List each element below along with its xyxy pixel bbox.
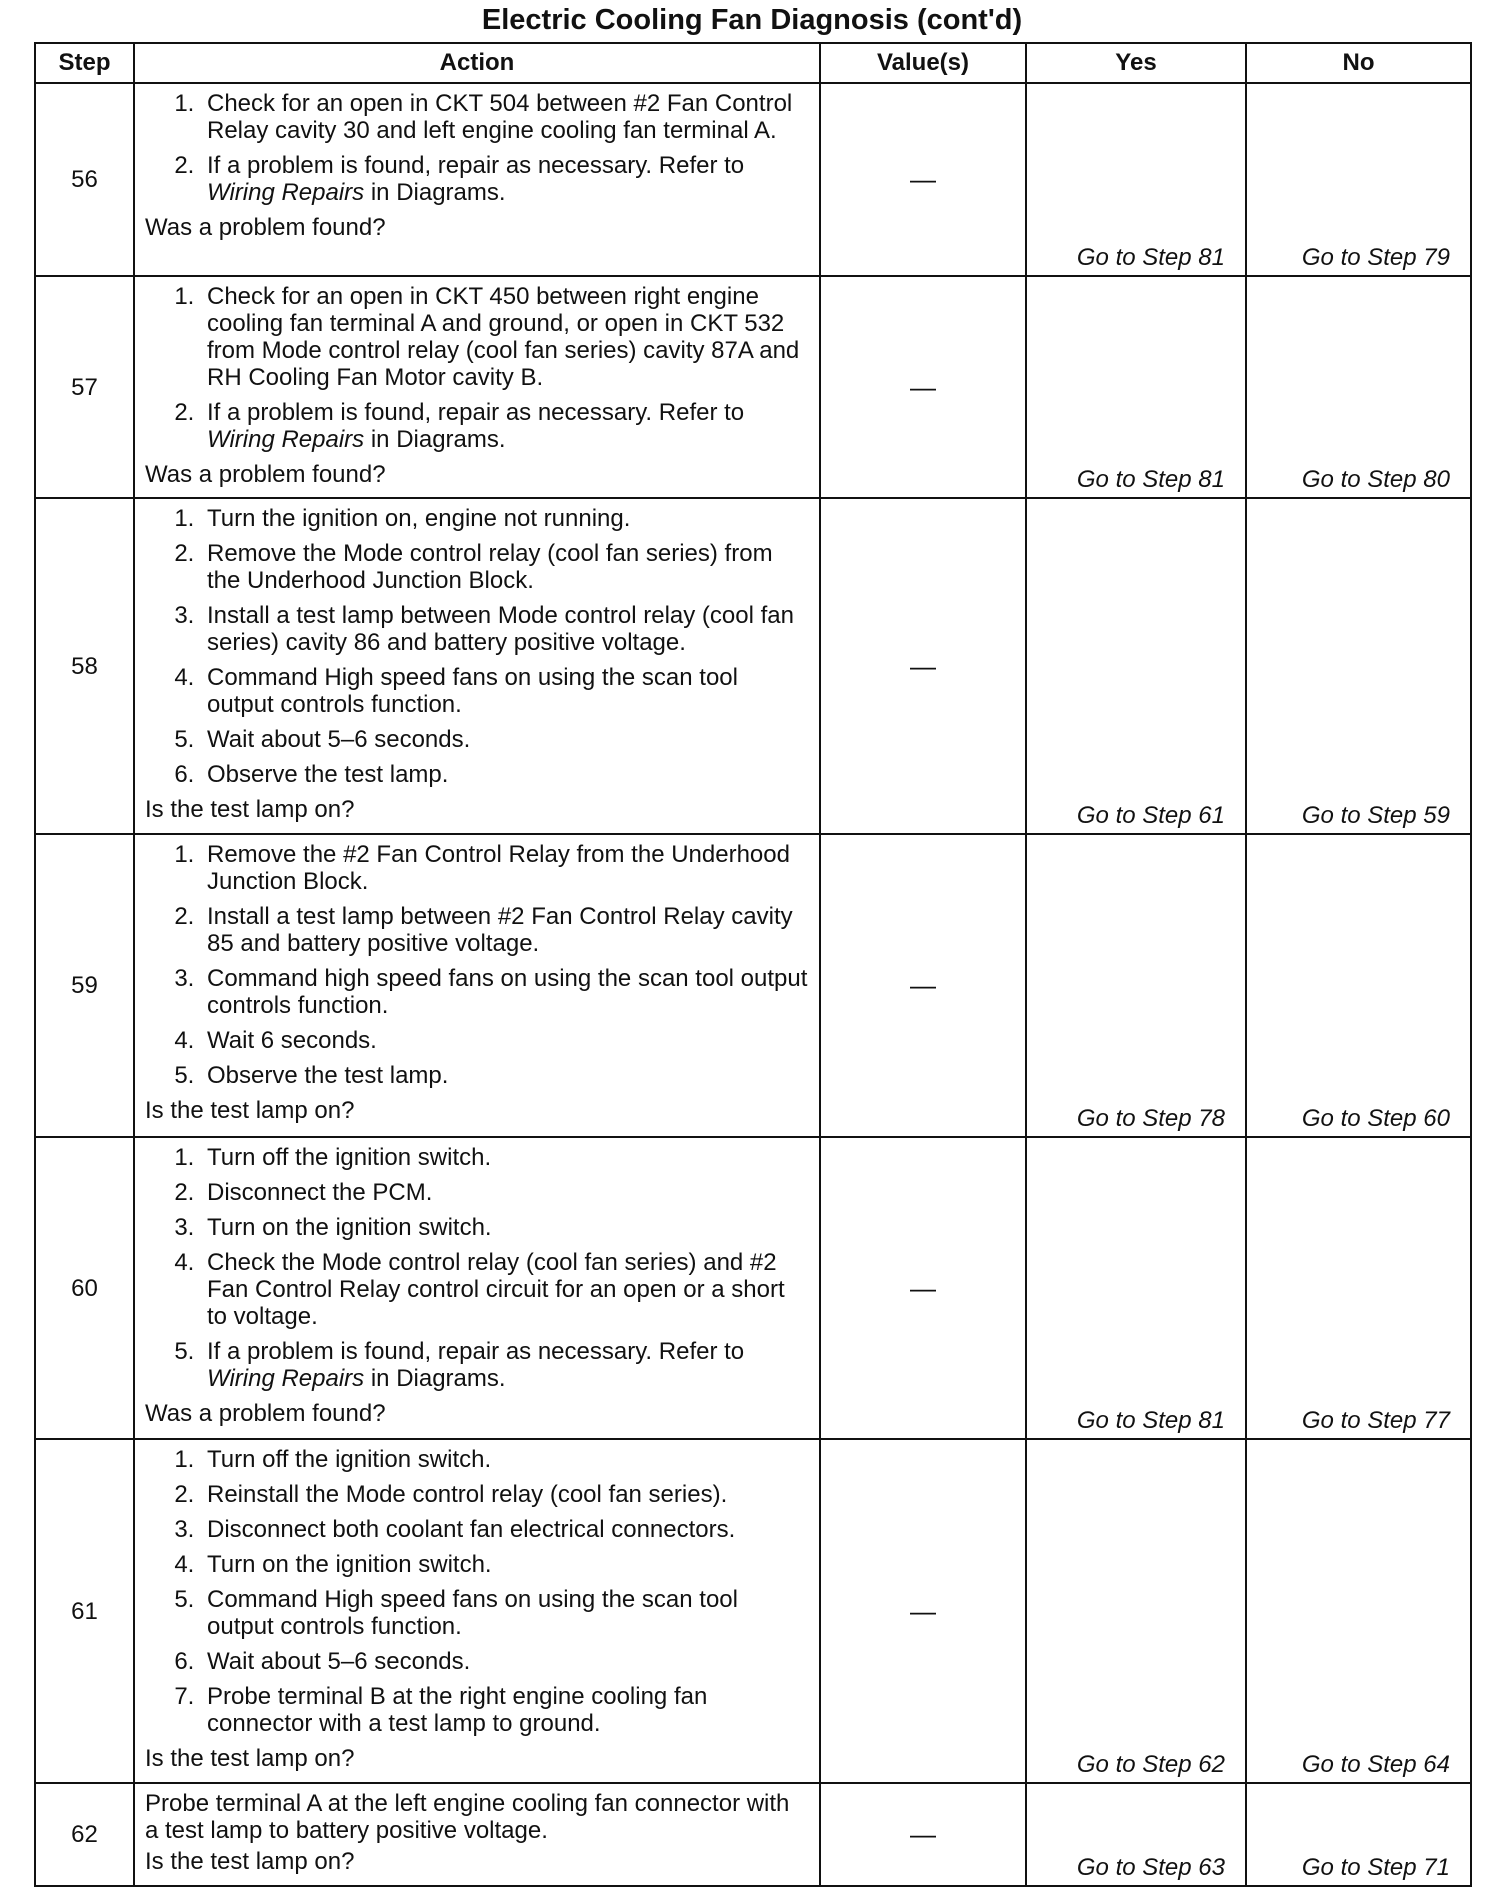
step-number: 62	[35, 1783, 134, 1886]
action-step	[201, 1179, 809, 1206]
page-title: Electric Cooling Fan Diagnosis (cont'd)	[481, 4, 1023, 36]
table-row	[35, 1137, 1471, 1439]
action-step-text: Remove the Mode control relay (cool fan series) from the Underhood Junction Block.	[207, 540, 773, 594]
action-step	[201, 399, 809, 453]
step-number: 61	[35, 1439, 134, 1783]
action-step-text: Command high speed fans on using the scan tool output controls function.	[207, 965, 808, 1019]
action-cell	[134, 1137, 820, 1439]
table-row	[35, 1783, 1471, 1886]
action-step	[201, 1338, 809, 1392]
step-number: 58	[35, 498, 134, 834]
action-step-text: Check for an open in CKT 504 between #2 Fan Control Relay cavity 30 and left engine cooling fan terminal A.	[207, 90, 793, 144]
no-next-step: Go to Step 80	[1246, 276, 1471, 498]
action-step-text: Turn on the ignition switch.	[207, 1214, 492, 1241]
action-steps-list	[145, 841, 809, 1089]
action-cell	[134, 834, 820, 1137]
no-next-step: Go to Step 71	[1246, 1783, 1471, 1886]
action-step-text: Command High speed fans on using the scan tool output controls function.	[207, 664, 738, 718]
action-step	[201, 540, 809, 594]
no-next-step: Go to Step 59	[1246, 498, 1471, 834]
question-text: Was a problem found?	[145, 461, 386, 488]
question-text: Is the test lamp on?	[145, 1848, 355, 1875]
question-text: Is the test lamp on?	[145, 1097, 355, 1124]
action-step-text: Disconnect both coolant fan electrical connectors.	[207, 1516, 736, 1543]
action-step-text: Wait about 5–6 seconds.	[207, 726, 471, 753]
action-steps-list	[145, 1144, 809, 1392]
action-step	[201, 1648, 809, 1675]
action-step-text: Check for an open in CKT 450 between right engine cooling fan terminal A and ground, or open in CKT 532 from Mode control relay (cool fan series) cavity 87A and RH Cooling Fan Motor cavity B.	[207, 283, 800, 391]
action-step	[201, 152, 809, 206]
action-step	[201, 965, 809, 1019]
step-column-header: Step	[35, 43, 134, 83]
question-text: Was a problem found?	[145, 1400, 386, 1427]
yes-next-step: Go to Step 61	[1026, 498, 1246, 834]
action-step-text: in Diagrams.	[364, 426, 506, 453]
action-step-text: Observe the test lamp.	[207, 1062, 449, 1089]
reference-link-text: Wiring Repairs	[207, 179, 365, 206]
table-header-row	[35, 43, 1471, 83]
no-next-step: Go to Step 64	[1246, 1439, 1471, 1783]
action-step-text: Install a test lamp between Mode control relay (cool fan series) cavity 86 and battery positive voltage.	[207, 602, 794, 656]
action-step-text: Reinstall the Mode control relay (cool fan series).	[207, 1481, 728, 1508]
action-step-text: Remove the #2 Fan Control Relay from the Underhood Junction Block.	[207, 841, 790, 895]
value-cell: —	[820, 1439, 1026, 1783]
action-step	[201, 1446, 809, 1473]
action-step-text: Check the Mode control relay (cool fan series) and #2 Fan Control Relay control circuit for an open or a short to voltage.	[207, 1249, 785, 1330]
action-step-text: in Diagrams.	[364, 179, 506, 206]
action-step-text: Probe terminal B at the right engine cooling fan connector with a test lamp to ground.	[207, 1683, 708, 1737]
action-step-text: Wait 6 seconds.	[207, 1027, 377, 1054]
action-column-header: Action	[134, 43, 820, 83]
action-step	[201, 283, 809, 391]
action-step-text: Turn off the ignition switch.	[207, 1144, 492, 1171]
action-step	[201, 1249, 809, 1330]
action-step-text: Observe the test lamp.	[207, 761, 449, 788]
step-number: 60	[35, 1137, 134, 1439]
step-number: 56	[35, 83, 134, 276]
value-cell: —	[820, 834, 1026, 1137]
reference-link-text: Wiring Repairs	[207, 426, 365, 453]
action-step	[201, 841, 809, 895]
action-step-text: If a problem is found, repair as necessary. Refer to	[207, 152, 745, 179]
action-step	[201, 726, 809, 753]
no-next-step: Go to Step 77	[1246, 1137, 1471, 1439]
action-step	[201, 903, 809, 957]
action-text: Probe terminal A at the left engine cooling fan connector with a test lamp to battery positive voltage.	[145, 1790, 790, 1844]
action-cell	[134, 498, 820, 834]
table-row	[35, 1439, 1471, 1783]
table-row	[35, 276, 1471, 498]
action-cell	[134, 1783, 820, 1886]
action-step-text: Turn off the ignition switch.	[207, 1446, 492, 1473]
no-next-step: Go to Step 79	[1246, 83, 1471, 276]
question-text: Was a problem found?	[145, 214, 386, 241]
action-step-text: Install a test lamp between #2 Fan Control Relay cavity 85 and battery positive voltage.	[207, 903, 793, 957]
question-text: Is the test lamp on?	[145, 1745, 355, 1772]
action-step	[201, 90, 809, 144]
table-row	[35, 498, 1471, 834]
table-row	[35, 834, 1471, 1137]
action-step	[201, 1144, 809, 1171]
action-steps-list	[145, 505, 809, 788]
value-cell: —	[820, 83, 1026, 276]
action-step	[201, 602, 809, 656]
yes-next-step: Go to Step 81	[1026, 1137, 1246, 1439]
action-step-text: Command High speed fans on using the scan tool output controls function.	[207, 1586, 738, 1640]
action-step	[201, 1027, 809, 1054]
value-cell: —	[820, 1783, 1026, 1886]
action-step-text: Wait about 5–6 seconds.	[207, 1648, 471, 1675]
action-step	[201, 1551, 809, 1578]
reference-link-text: Wiring Repairs	[207, 1365, 365, 1392]
no-next-step: Go to Step 60	[1246, 834, 1471, 1137]
action-cell	[134, 83, 820, 276]
action-step	[201, 1062, 809, 1089]
yes-column-header: Yes	[1026, 43, 1246, 83]
values-column-header: Value(s)	[820, 43, 1026, 83]
action-step	[201, 1481, 809, 1508]
action-step	[201, 1214, 809, 1241]
yes-next-step: Go to Step 78	[1026, 834, 1246, 1137]
value-cell: —	[820, 498, 1026, 834]
table-row	[35, 83, 1471, 276]
no-column-header: No	[1246, 43, 1471, 83]
action-step	[201, 1586, 809, 1640]
action-step	[201, 1683, 809, 1737]
action-step	[201, 761, 809, 788]
action-step-text: Disconnect the PCM.	[207, 1179, 433, 1206]
value-cell: —	[820, 1137, 1026, 1439]
yes-next-step: Go to Step 63	[1026, 1783, 1246, 1886]
action-step	[201, 505, 809, 532]
action-steps-list	[145, 283, 809, 453]
action-step-text: If a problem is found, repair as necessary. Refer to	[207, 399, 745, 426]
action-step-text: If a problem is found, repair as necessary. Refer to	[207, 1338, 745, 1365]
action-steps-list	[145, 90, 809, 206]
step-number: 59	[35, 834, 134, 1137]
step-number: 57	[35, 276, 134, 498]
value-cell: —	[820, 276, 1026, 498]
action-step-text: in Diagrams.	[364, 1365, 506, 1392]
action-step-text: Turn on the ignition switch.	[207, 1551, 492, 1578]
yes-next-step: Go to Step 62	[1026, 1439, 1246, 1783]
diagnosis-table	[34, 42, 1472, 1887]
yes-next-step: Go to Step 81	[1026, 276, 1246, 498]
question-text: Is the test lamp on?	[145, 796, 355, 823]
action-cell	[134, 1439, 820, 1783]
action-step	[201, 664, 809, 718]
action-cell	[134, 276, 820, 498]
action-step-text: Turn the ignition on, engine not running.	[207, 505, 631, 532]
yes-next-step: Go to Step 81	[1026, 83, 1246, 276]
action-steps-list	[145, 1446, 809, 1737]
action-step	[201, 1516, 809, 1543]
table-body	[35, 83, 1471, 1886]
